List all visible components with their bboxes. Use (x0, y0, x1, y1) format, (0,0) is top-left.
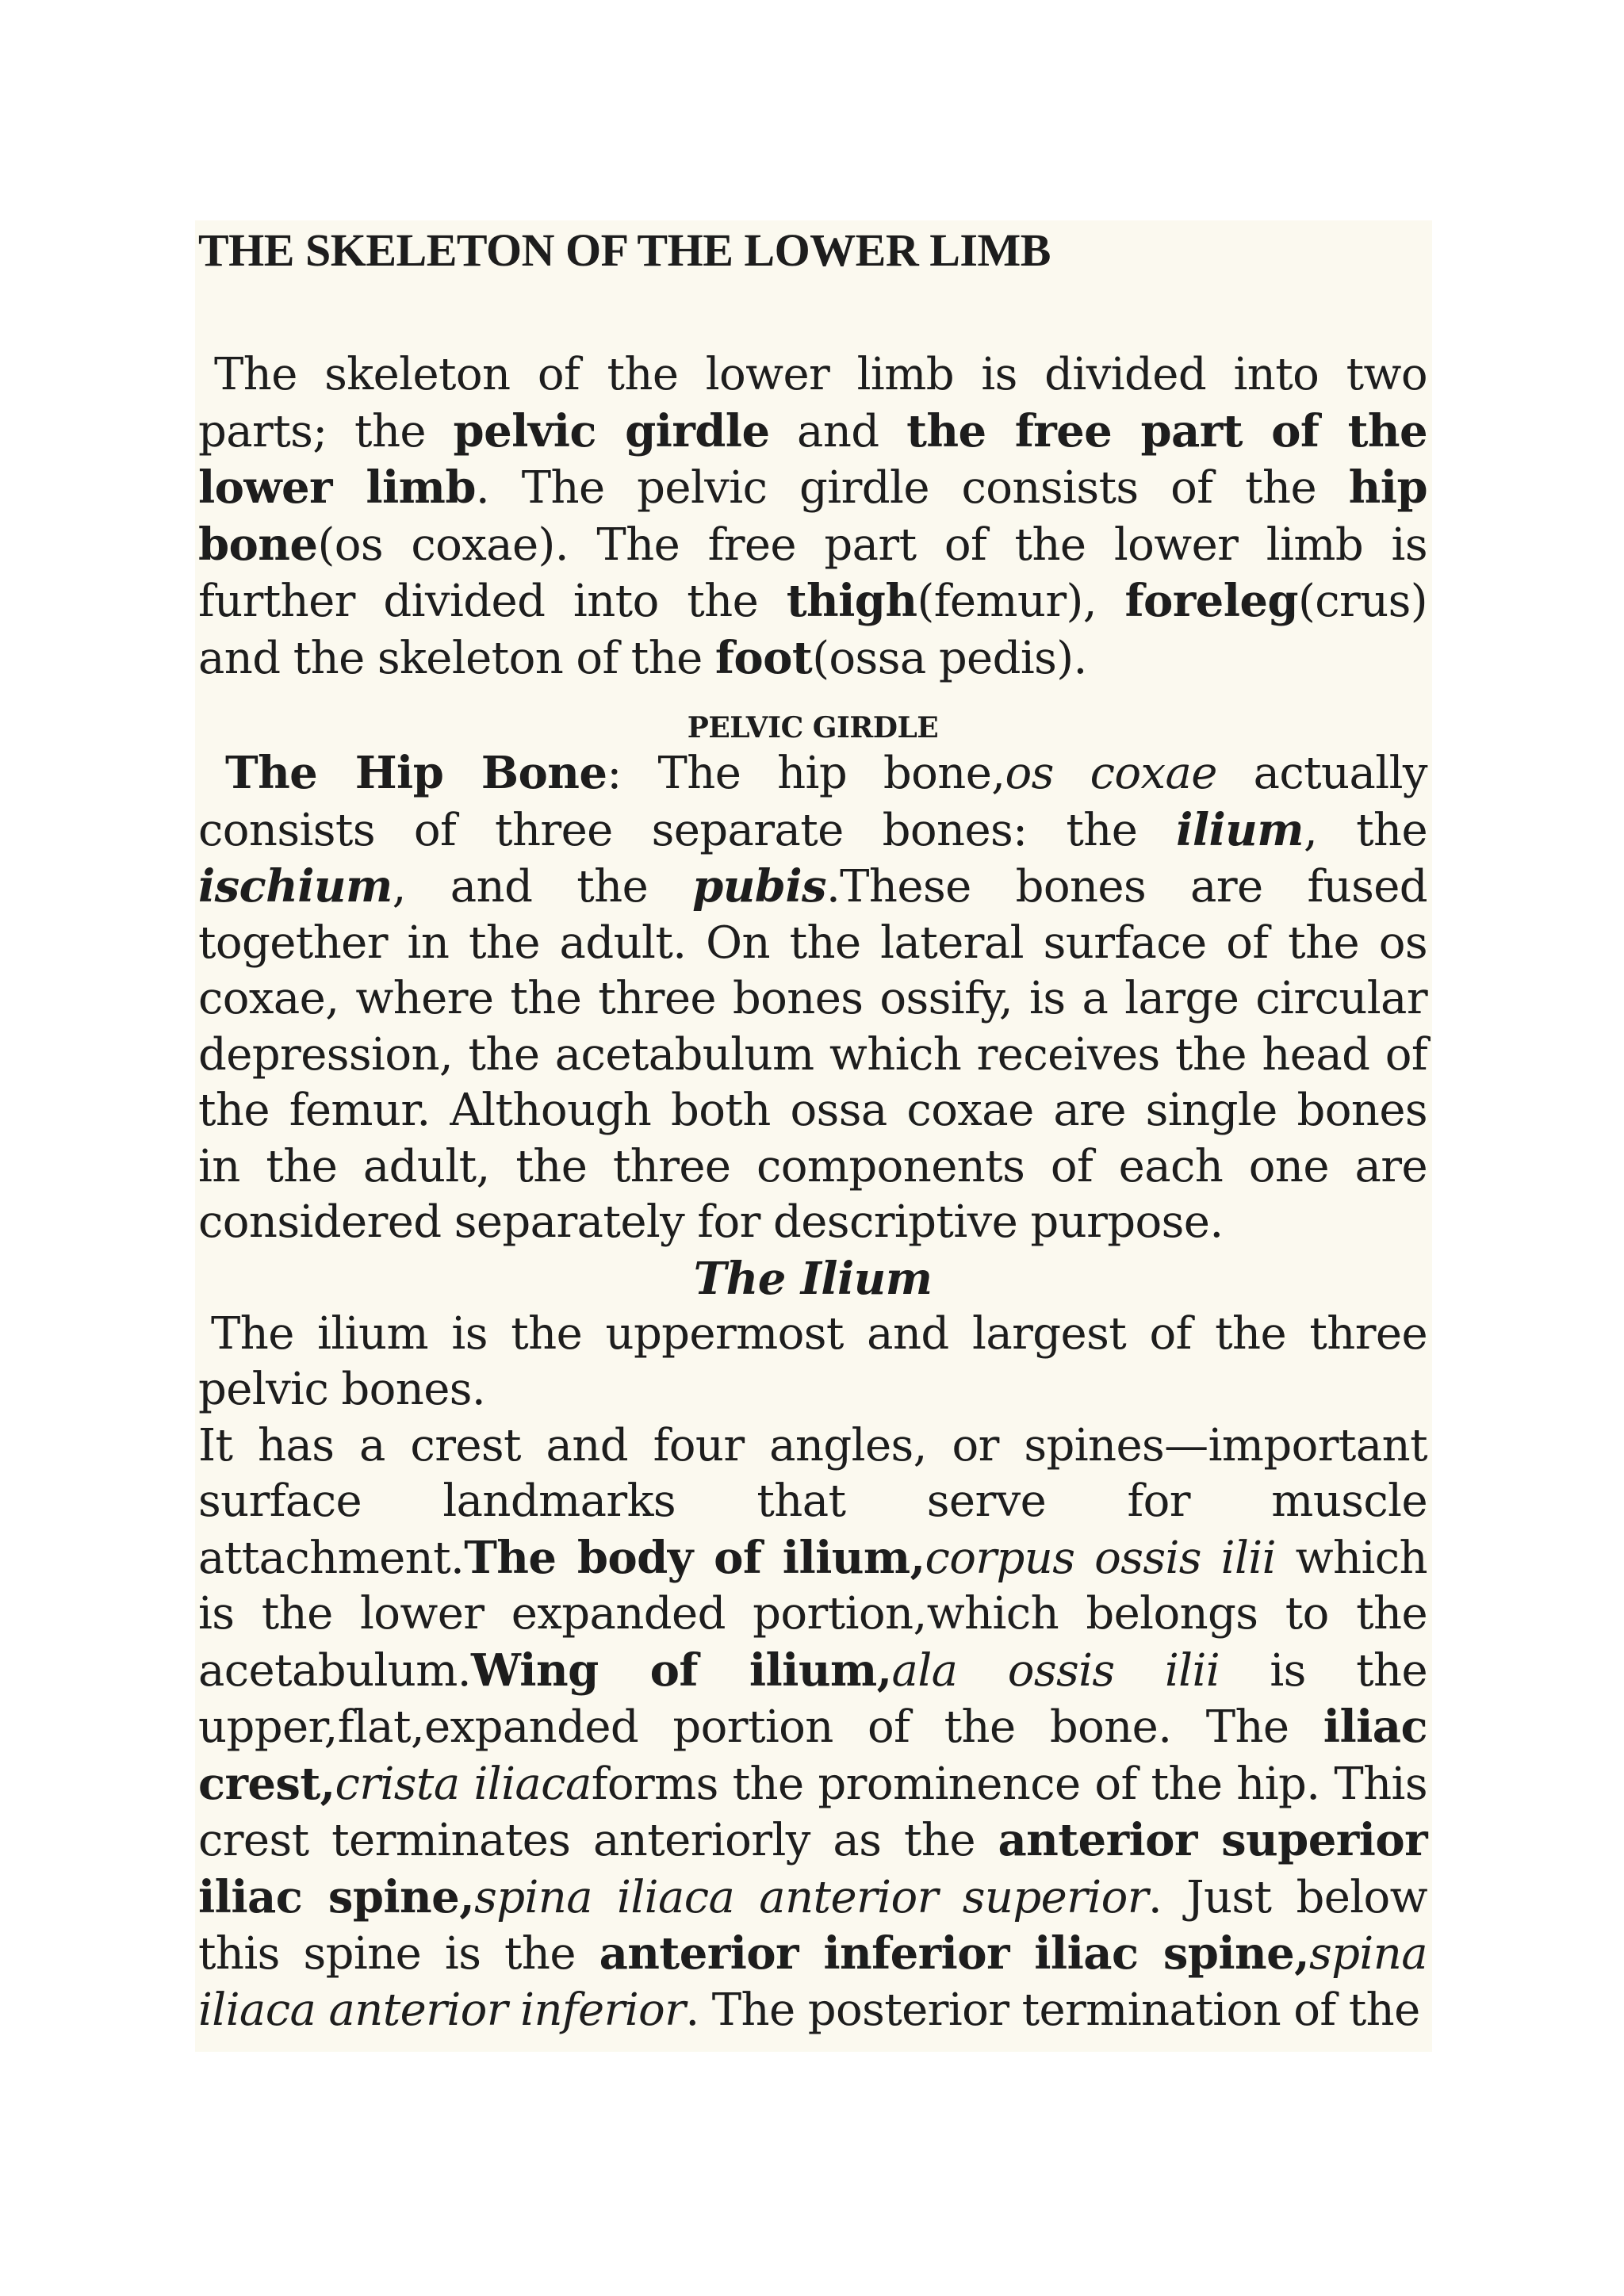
intro-text: (os coxae). The free part of the lower limb is further divided into the (198, 519, 1427, 627)
term-free-part: the free part of the lower limb (198, 404, 1427, 514)
intro-text: and (769, 405, 907, 457)
term-os-coxae: os coxae (1005, 748, 1217, 799)
intro-text: The skeleton of the lower limb is divided into two parts; the (198, 349, 1427, 457)
document-title: THE SKELETON OF THE LOWER LIMB (198, 224, 1051, 276)
document-body (195, 220, 1432, 2052)
hip-text: : The hip bone, (607, 748, 1005, 799)
hip-text: .These bones are fused together in the adult. On the lateral surface of the os coxae, where the three bones ossify, is a large circular depression, the acetabulum which receives the head of the femur. Although both ossa coxae are single bones in the adult, the three components of each one are considered separately for descriptive purpose. (198, 861, 1428, 1248)
ilium-text: which is the lower expanded portion,which belongs to the acetabulum. (198, 1532, 1427, 1697)
term-ilium: ilium (1176, 803, 1304, 856)
term-wing-of-ilium: Wing of ilium, (470, 1644, 892, 1697)
term-anterior-superior-iliac-spine: anterior superior iliac spine, (198, 1814, 1427, 1923)
ilium-paragraph-1: The ilium is the uppermost and largest of the three pelvic bones. (198, 1307, 1427, 1415)
hip-bone-heading: The Hip Bone (225, 747, 607, 799)
term-iliac-crest: iliac crest, (198, 1701, 1427, 1810)
hip-bone-paragraph (198, 745, 1427, 1251)
intro-paragraph (198, 347, 1427, 687)
intro-text: (ossa pedis). (812, 632, 1087, 684)
ilium-text: It has a crest and four angles, or spines—important surface landmarks that serve for muscle attachment. (198, 1419, 1427, 1584)
term-ischium: ischium (198, 860, 393, 913)
term-crista-iliaca: crista iliaca (335, 1758, 592, 1810)
hip-text: actually consists of three separate bones: the (198, 748, 1427, 856)
ilium-subheading: The Ilium (693, 1252, 933, 1305)
term-ala-ossis-ilii: ala ossis ilii (891, 1644, 1220, 1697)
intro-text: (crus) and the skeleton of the (198, 576, 1427, 684)
ilium-text: forms the prominence of the hip. This crest terminates anteriorly as the (198, 1758, 1427, 1866)
term-anterior-inferior-iliac-spine: anterior inferior iliac spine, (599, 1927, 1310, 1980)
intro-text: (femur), (917, 576, 1125, 627)
term-hip-bone: hip bone (198, 461, 1428, 571)
term-foot: foot (714, 631, 813, 684)
ilium-text: is the upper,flat,expanded portion of the bone. The (198, 1644, 1428, 1753)
ilium-text: . Just below this spine is the (198, 1871, 1427, 1980)
term-spina-iliaca-anterior-superior: spina iliaca anterior superior (474, 1871, 1148, 1923)
term-foreleg: foreleg (1124, 575, 1298, 627)
intro-text: . The pelvic girdle consists of the (475, 462, 1349, 514)
term-pubis: pubis (692, 860, 826, 913)
hip-text: , the (1303, 804, 1427, 856)
term-pelvic-girdle: pelvic girdle (453, 404, 770, 457)
section-heading: PELVIC GIRDLE (687, 711, 939, 744)
term-body-of-ilium: The body of ilium, (464, 1531, 925, 1584)
term-corpus-ossis-ilii: corpus ossis ilii (925, 1532, 1276, 1584)
term-thigh: thigh (786, 575, 917, 627)
ilium-paragraph-2 (198, 1418, 1427, 2039)
term-spina-iliaca-anterior-inferior: spina iliaca anterior inferior (198, 1928, 1427, 2036)
ilium-text: . The posterior termination of the (685, 1984, 1420, 2036)
hip-text: , and the (392, 861, 693, 913)
